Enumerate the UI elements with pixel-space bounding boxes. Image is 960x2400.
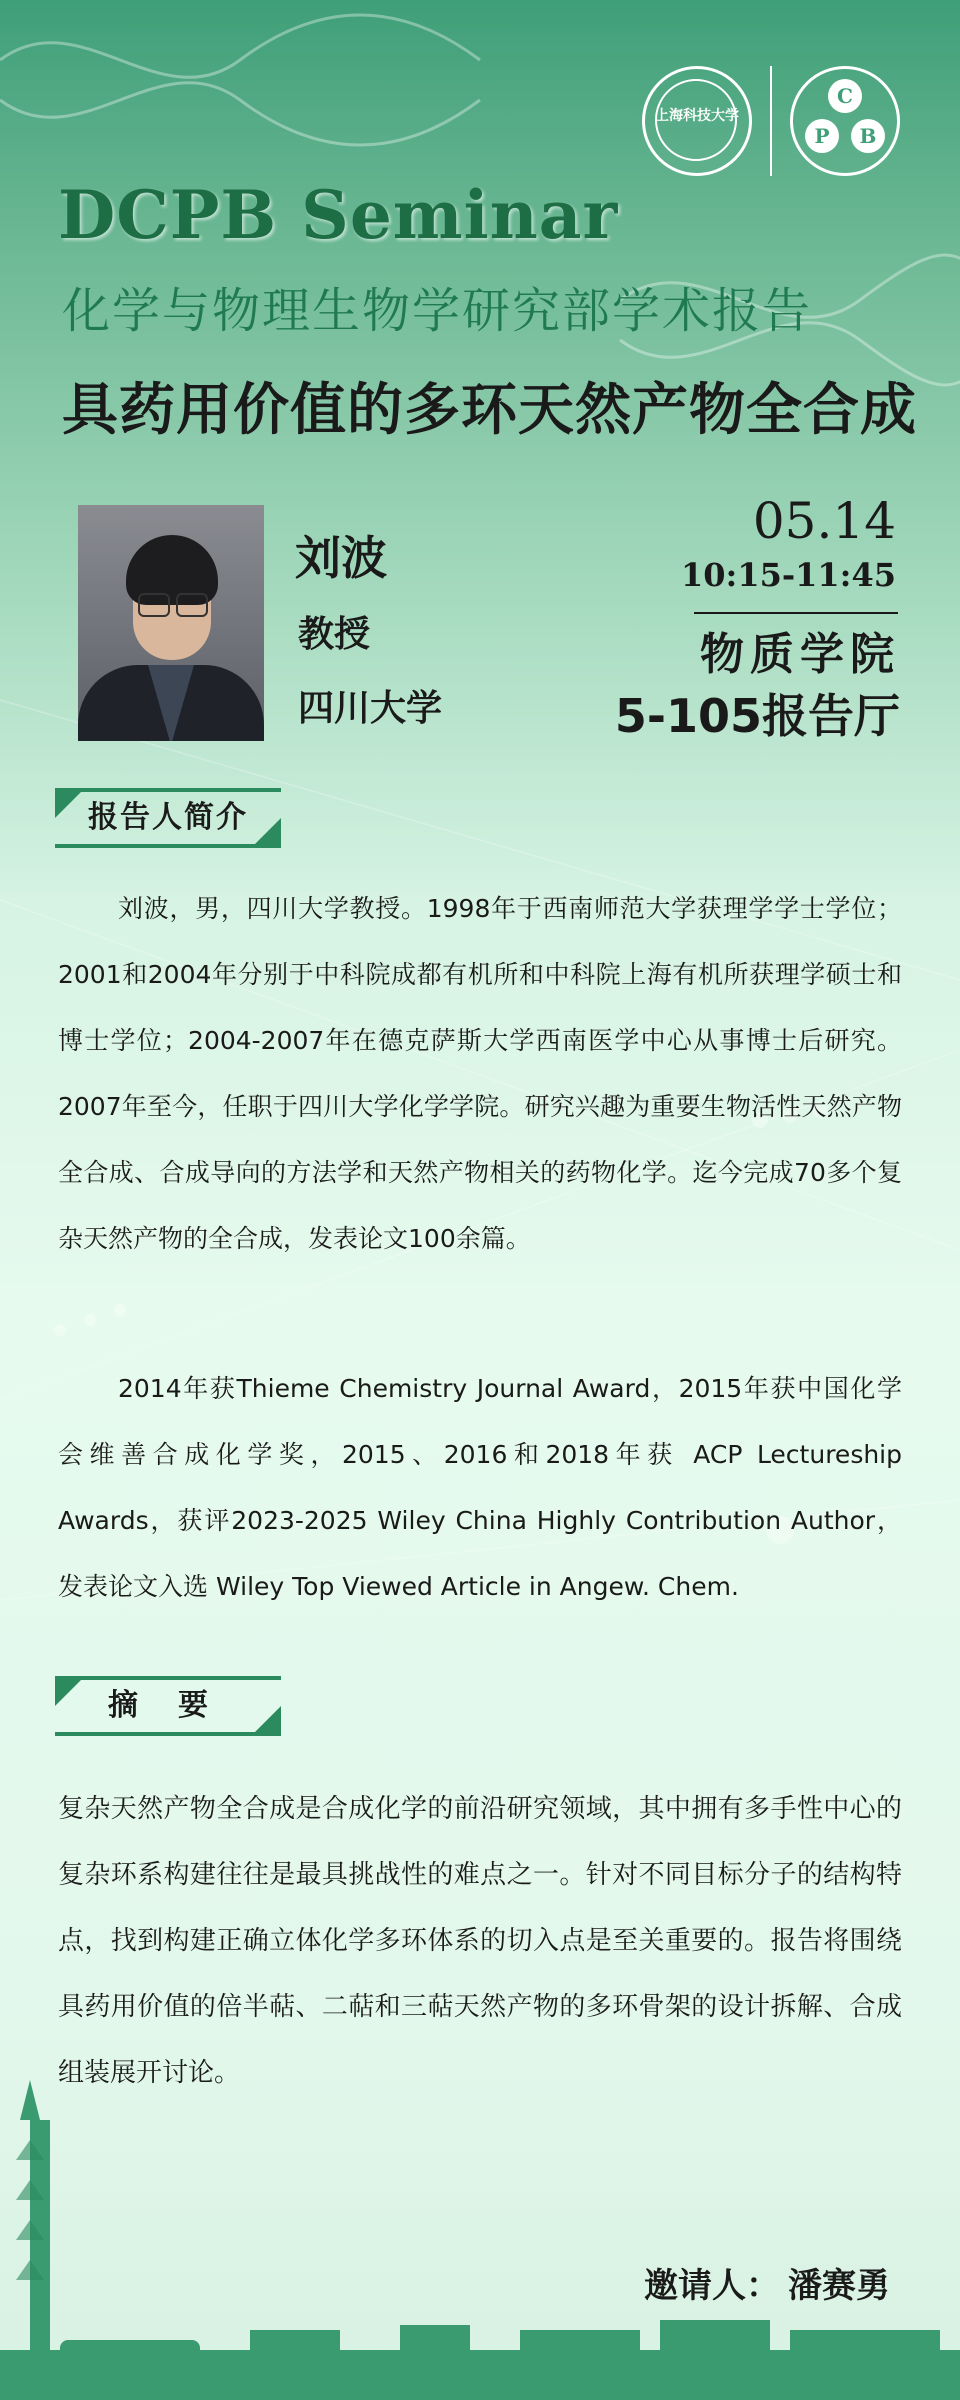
speaker-institution: 四川大学: [298, 688, 443, 729]
shanghaitech-logo: 上海科技大学: [642, 66, 752, 176]
institution-logos: [642, 66, 900, 176]
venue-room: 5-105报告厅: [614, 689, 900, 743]
inviter-label: 邀请人：: [644, 2266, 780, 2306]
schedule-divider: [694, 612, 898, 614]
speaker-photo: [78, 505, 264, 741]
venue-building: 物质学院: [700, 629, 900, 680]
inviter-name: 潘赛勇: [788, 2266, 890, 2306]
talk-date: 05.14: [752, 492, 896, 550]
bio-heading: 报告人简介: [88, 800, 248, 835]
inviter: [644, 2258, 890, 2307]
seminar-title-cn: 化学与物理生物学研究部学术报告: [62, 283, 813, 339]
speaker-title: 教授: [298, 614, 371, 655]
dcpb-logo: C P B: [790, 66, 900, 176]
abstract-heading: 摘要: [108, 1688, 248, 1723]
logo-divider: [770, 66, 772, 176]
bio-paragraph-1: 刘波，男，四川大学教授。1998年于西南师范大学获理学学士学位；2001和2004年分别于中科院成都有机所和中科院上海有机所获理学硕士和博士学位；2004-2007年在德克萨斯大学西南医学中心从事博士后研究。2007年至今，任职于四川大学化学学院。研究兴趣为重要生物活性天然产物全合成、合成导向的方法学和天然产物相关的药物化学。迄今完成70多个复杂天然产物的全合成，发表论文100余篇。: [58, 894, 902, 1253]
skyline-decoration: [0, 2080, 960, 2400]
bio-paragraph-2: 2014年获Thieme Chemistry Journal Award，2015年获中国化学会维善合成化学奖，2015、2016和2018年获 ACP Lectureship Awards，获评2023-2025 Wiley China Highly Contribution Author，发表论文入选 Wiley Top Viewed Article in Angew. Chem.: [58, 1374, 902, 1601]
abstract-heading-tag: [55, 1676, 281, 1736]
speaker-name: 刘波: [295, 531, 387, 585]
talk-time: 10:15-11:45: [680, 556, 896, 594]
seminar-title-en: DCPB Seminar: [58, 176, 619, 254]
abstract-text: 复杂天然产物全合成是合成化学的前沿研究领域，其中拥有多手性中心的复杂环系构建往往是最具挑战性的难点之一。针对不同目标分子的结构特点，找到构建正确立体化学多环体系的切入点是至关重要的。报告将围绕具药用价值的倍半萜、二萜和三萜天然产物的多环骨架的设计拆解、合成组装展开讨论。: [58, 1794, 902, 2088]
talk-title: 具药用价值的多环天然产物全合成: [62, 378, 917, 443]
bio-heading-tag: [55, 788, 281, 848]
